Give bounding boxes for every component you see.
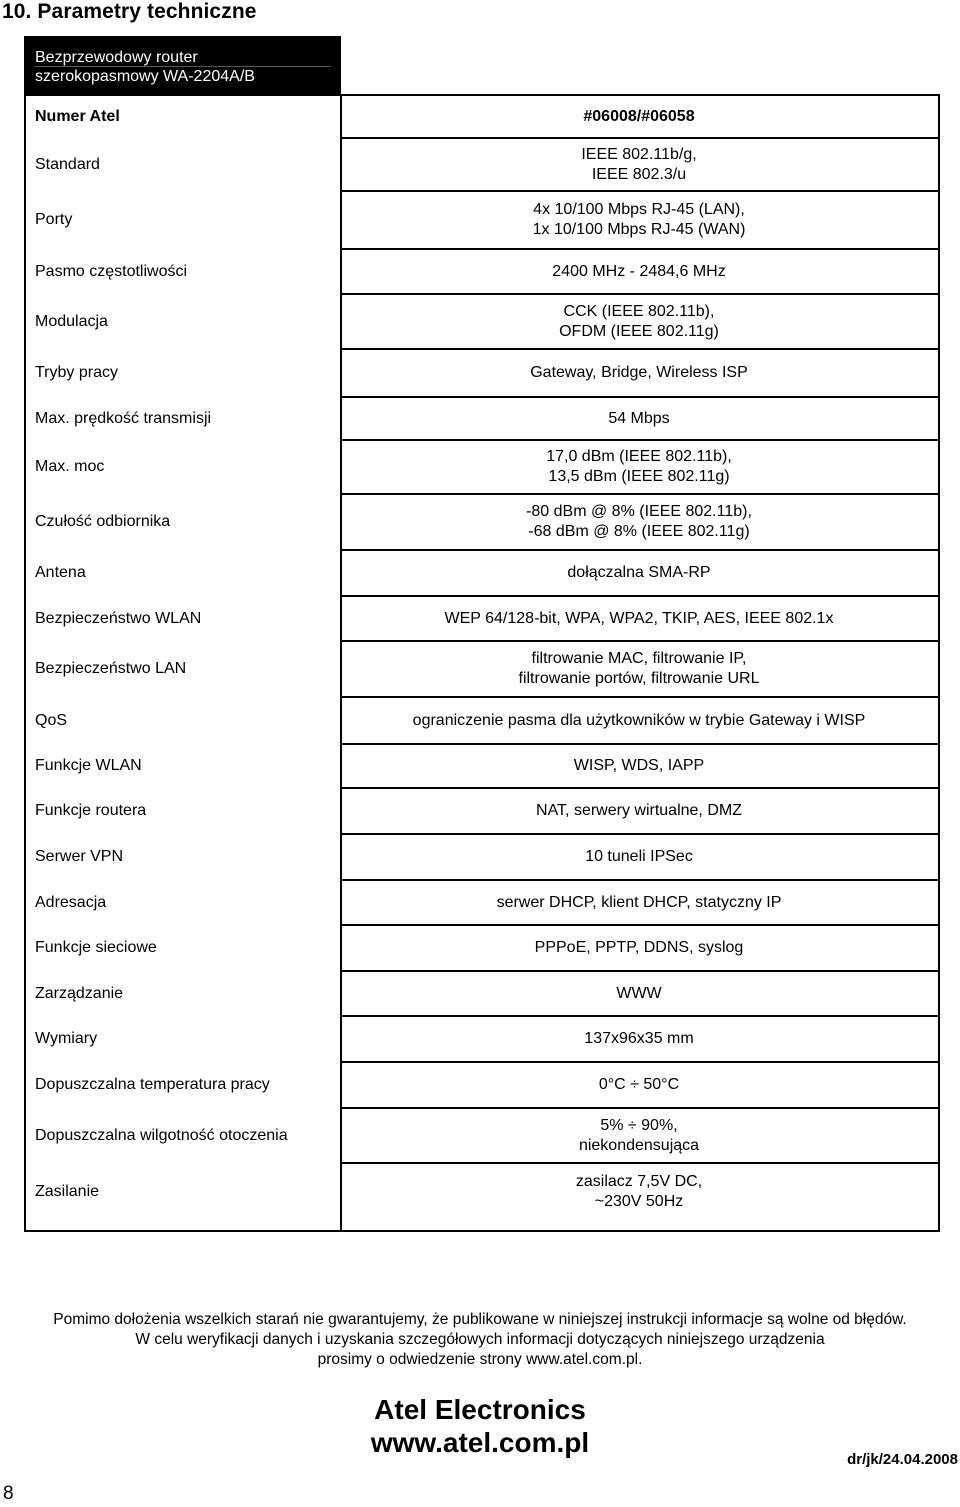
spec-label: Bezpieczeństwo WLAN	[35, 609, 202, 627]
spec-label: Max. moc	[35, 458, 105, 475]
spec-row	[26, 971, 938, 1016]
spec-row	[26, 1108, 938, 1163]
spec-value: CCK (IEEE 802.11b), OFDM (IEEE 802.11g)	[559, 302, 719, 340]
spec-label: Funkcje sieciowe	[35, 939, 157, 956]
page-heading: 10. Parametry techniczne	[2, 0, 257, 23]
spec-row	[26, 880, 938, 925]
spec-row	[26, 1062, 938, 1108]
spec-label: Standard	[35, 155, 100, 173]
spec-label: Funkcje WLAN	[35, 757, 142, 774]
spec-label: Pasmo częstotliwości	[35, 262, 188, 280]
spec-label: QoS	[35, 711, 68, 729]
spec-row	[26, 834, 938, 880]
spec-value: Gateway, Bridge, Wireless ISP	[530, 364, 748, 381]
spec-value: 54 Mbps	[608, 409, 670, 427]
spec-row	[26, 925, 938, 971]
spec-value: 10 tuneli IPSec	[585, 848, 693, 865]
spec-label: Numer Atel	[35, 108, 120, 125]
spec-label: Tryby pracy	[35, 364, 118, 381]
spec-value: PPPoE, PPTP, DDNS, syslog	[534, 939, 744, 956]
spec-row	[26, 249, 938, 294]
spec-label: Bezpieczeństwo LAN	[35, 660, 187, 677]
spec-label: Zasilanie	[35, 1183, 100, 1200]
spec-label: Serwer VPN	[35, 848, 124, 865]
spec-label: Adresacja	[35, 893, 107, 911]
disclaimer	[0, 1310, 960, 1370]
spec-row	[26, 788, 938, 834]
spec-label: Dopuszczalna temperatura pracy	[35, 1076, 270, 1093]
spec-label: Czułość odbiornika	[35, 513, 171, 530]
spec-row	[26, 96, 938, 138]
brand-url: www.atel.com.pl	[370, 1427, 590, 1458]
spec-row	[26, 397, 938, 440]
document-reference: dr/jk/24.04.2008	[847, 1451, 958, 1468]
spec-value: 17,0 dBm (IEEE 802.11b), 13,5 dBm (IEEE 802.11g)	[546, 448, 732, 485]
spec-value: serwer DHCP, klient DHCP, statyczny IP	[496, 893, 782, 911]
spec-label: Antena	[35, 564, 86, 581]
spec-label: Dopuszczalna wilgotność otoczenia	[35, 1126, 288, 1144]
spec-row	[26, 349, 938, 397]
spec-row	[26, 697, 938, 744]
spec-row	[26, 294, 938, 349]
spec-label: Zarządzanie	[35, 984, 124, 1002]
spec-label: Funkcje routera	[35, 802, 147, 819]
brand-name: Atel Electronics	[374, 1394, 586, 1425]
spec-value: dołączalna SMA-RP	[567, 564, 711, 581]
spec-row	[26, 1016, 938, 1062]
spec-row	[26, 596, 938, 641]
page-number: 8	[3, 1483, 14, 1504]
spec-value: WEP 64/128-bit, WPA, WPA2, TKIP, AES, IEEE 802.1x	[444, 609, 834, 627]
brand-block	[0, 1393, 960, 1459]
spec-row	[26, 550, 938, 596]
spec-value: IEEE 802.11b/g, IEEE 802.3/u	[581, 145, 697, 183]
disclaimer-line3: prosimy o odwiedzenie strony www.atel.com.pl.	[317, 1351, 643, 1368]
spec-grid	[24, 94, 940, 1232]
spec-value: zasilacz 7,5V DC, ~230V 50Hz	[575, 1173, 703, 1210]
spec-value: 4x 10/100 Mbps RJ-45 (LAN), 1x 10/100 Mbps RJ-45 (WAN)	[532, 201, 746, 238]
spec-row	[26, 191, 938, 249]
product-name-line1: Bezprzewodowy router	[35, 49, 198, 66]
spec-value: 5% ÷ 90%, niekondensująca	[578, 1116, 700, 1154]
product-header	[24, 36, 341, 94]
spec-value: ograniczenie pasma dla użytkowników w trybie Gateway i WISP	[412, 711, 866, 729]
spec-row	[26, 744, 938, 788]
spec-value: #06008/#06058	[583, 108, 695, 125]
disclaimer-line2: W celu weryfikacji danych i uzyskania szczegółowych informacji dotyczących niniejszego urządzenia	[135, 1331, 825, 1348]
spec-table	[24, 36, 940, 1232]
spec-label: Porty	[35, 211, 73, 228]
spec-value: filtrowanie MAC, filtrowanie IP, filtrowanie portów, filtrowanie URL	[518, 650, 760, 687]
spec-row	[26, 440, 938, 494]
product-name-line2: szerokopasmowy WA-2204A/B	[35, 68, 255, 85]
spec-value: WISP, WDS, IAPP	[573, 757, 705, 774]
header-rule	[34, 66, 331, 67]
disclaimer-line1: Pomimo dołożenia wszelkich starań nie gwarantujemy, że publikowane w niniejszej instrukcji informacje są wolne od błędów.	[53, 1311, 907, 1328]
spec-row	[26, 138, 938, 191]
spec-label: Modulacja	[35, 312, 108, 330]
spec-value: 0°C ÷ 50°C	[598, 1076, 680, 1093]
spec-value: NAT, serwery wirtualne, DMZ	[536, 802, 742, 819]
spec-value: WWW	[616, 984, 662, 1002]
spec-label: Wymiary	[35, 1030, 98, 1047]
spec-row	[26, 641, 938, 697]
spec-row	[26, 1163, 938, 1221]
spec-value: 137x96x35 mm	[584, 1030, 694, 1047]
spec-label: Max. prędkość transmisji	[35, 409, 212, 427]
spec-value: -80 dBm @ 8% (IEEE 802.11b), -68 dBm @ 8% (IEEE 802.11g)	[526, 503, 752, 540]
spec-value: 2400 MHz - 2484,6 MHz	[552, 262, 726, 280]
spec-row	[26, 494, 938, 550]
